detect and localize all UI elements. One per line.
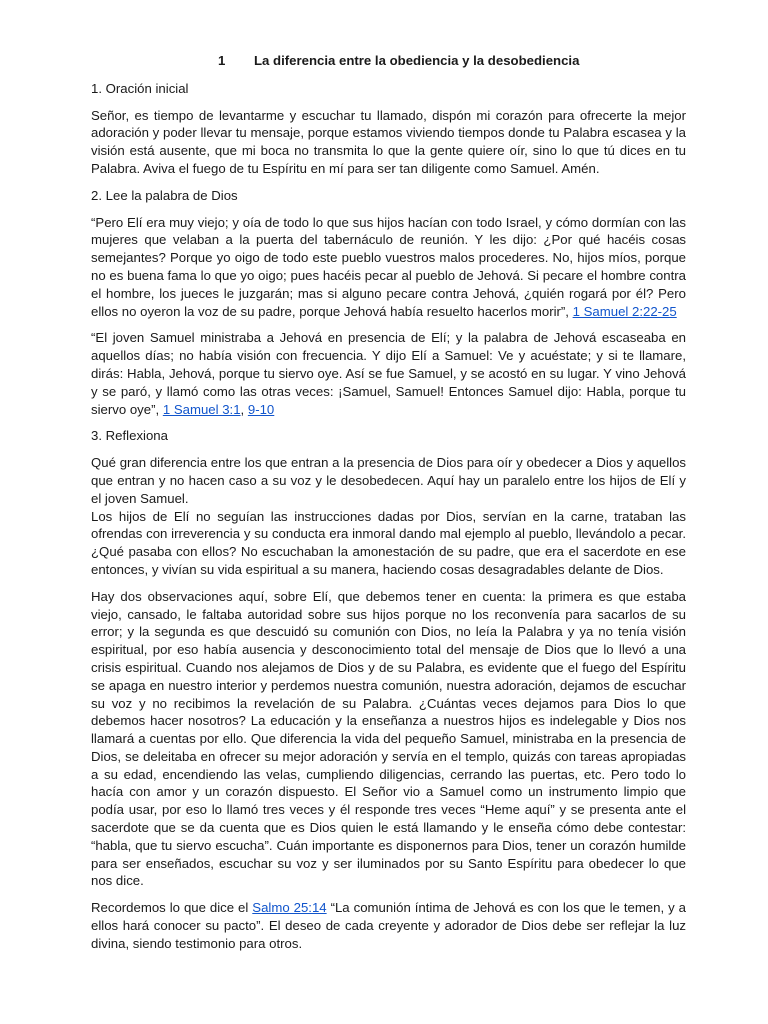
title-number: 1 (218, 53, 226, 68)
page-title (91, 52, 686, 70)
reflection-paragraph-4 (91, 899, 686, 952)
quote-2-text: “El joven Samuel ministraba a Jehová en presencia de Elí; y la palabra de Jehová escaseaba en aquellos días; no había visión con frecuencia. Y dijo Elí a Samuel: Ve y acuéstate; y si te llamare, dirás: Habla, Jehová, porque tu siervo oye. Así se fue Samuel, y se acostó en su lugar. Y vino Jehová y se paró, y llamó como las otras veces: ¡Samuel, Samuel! Entonces Samuel dijo: Habla, porque tu siervo oye”, (91, 330, 686, 417)
title-text: La diferencia entre la obediencia y la desobediencia (254, 53, 580, 68)
section-heading-prayer: 1. Oración inicial (91, 80, 189, 96)
quote-1-text: “Pero Elí era muy viejo; y oía de todo lo que sus hijos hacían con todo Israel, y cómo dormían con las mujeres que velaban a la puerta del tabernáculo de reunión. Y les dijo: ¿Por qué hacéis cosas semejantes? Porque yo oigo de todo este pueblo vuestros malos procederes. No, hijos míos, porque no es buena fama lo que yo oigo; pues hacéis pecar al pueblo de Jehová. Si pecare el hombre contra el hombre, los jueces le juzgarán; mas si alguno pecare contra Jehová, ¿quién rogará por él? Pero ellos no oyeron la voz de su padre, porque Jehová había resuelto hacerlos morir”, (91, 214, 686, 319)
bible-link-verses-9-10[interactable]: 9-10 (247, 401, 275, 417)
reflection-paragraph-2: Los hijos de Elí no seguían las instrucciones dadas por Dios, servían en la carne, trataban las ofrendas con irreverencia y su conducta era inmoral dando mal ejemplo al pueblo, llevándolo a pecar. ¿Qué pasaba con ellos? No escuchaban la amonestación de su padre, que era el sacerdote en ese entonces, y vivían su vida espiritual a su manera, haciendo cosas desagradables delante de Dios. (91, 508, 686, 577)
section-heading-reflect: 3. Reflexiona (91, 428, 168, 444)
reflection-paragraph-1: Qué gran diferencia entre los que entran a la presencia de Dios para oír y obedecer a Dios y aquellos que entran y no hacen caso a su voz y le desobedecen. Aquí hay un paralelo entre los hijos de Elí y el joven Samuel. (91, 455, 686, 506)
reflection-paragraph-3: Hay dos observaciones aquí, sobre Elí, que debemos tener en cuenta: la primera es que estaba viejo, cansado, le faltaba autoridad sobre sus hijos porque no los reconvenía para sacarlos de su error; y la segunda es que descuidó su comunión con Dios, no leía la Palabra y ya no tenía visión espiritual, por eso había ausencia y desconocimiento total del mensaje de Dios que lo llevó a una crisis espiritual. Cuando nos alejamos de Dios y de su Palabra, es evidente que el fuego del Espíritu se apaga en nuestro interior y perdemos nuestra comunión, nuestra adoración, dejamos de escuchar su voz y no recibimos la revelación de su Palabra. ¿Cuántas veces dejamos para Dios lo que debemos hacer nosotros? La educación y la enseñanza a nuestros hijos es indelegable y Dios nos llamará a cuentas por ello. Que diferencia la vida del pequeño Samuel, ministraba en la presencia de Dios, se deleitaba en ofrecer su mejor adoración y servía en el templo, quizás con tareas apropiadas a su edad, encendiendo las velas, cumpliendo diligencias, cerrando las puertas, etc. Pero todo lo hacía con amor y un corazón dispuesto. El Señor vio a Samuel como un instrumento limpio que podía usar, por eso lo llamó tres veces y él responde tres veces “Heme aquí” y se presenta ante el sacerdote que se da cuenta que es Dios quien le está llamando y le enseña cómo debe contestar: “habla, que tu siervo escucha”. Cuán importante es disponernos para Dios, tener un corazón humilde para ser enseñados, escuchar su voz y ser iluminados por su Santo Espíritu para obedecer lo que nos dice. (91, 588, 686, 889)
bible-link-1-samuel-2-22[interactable]: 1 Samuel 2:22-25 (572, 303, 677, 319)
ref-separator: , (240, 401, 248, 417)
para-4-intro: Recordemos lo que dice el (91, 900, 253, 916)
section-heading-read: 2. Lee la palabra de Dios (91, 187, 238, 203)
scripture-quote-2 (91, 329, 686, 418)
bible-link-1-samuel-3-1[interactable]: 1 Samuel 3:1 (162, 401, 241, 417)
bible-link-salmo-25-14[interactable]: Salmo 25:14 (252, 900, 327, 916)
prayer-paragraph: Señor, es tiempo de levantarme y escuchar tu llamado, dispón mi corazón para ofrecerte la mejor adoración y poder llevar tu mensaje, porque estamos viviendo tiempos donde tu Palabra escasea y la visión está ausente, que mi boca no transmita lo que la gente quiere oír, sino lo que tú dices en tu Palabra. Aviva el fuego de tu Espíritu en mí para ser tan diligente como Samuel. Amén. (91, 107, 686, 176)
scripture-quote-1 (91, 214, 686, 321)
para-4-text: “La comunión íntima de Jehová es con los que le temen, y a ellos hará conocer su pacto”. El deseo de cada creyente y adorador de Dios debe ser reflejar la luz divina, siendo testimonio para otros. (91, 900, 686, 951)
